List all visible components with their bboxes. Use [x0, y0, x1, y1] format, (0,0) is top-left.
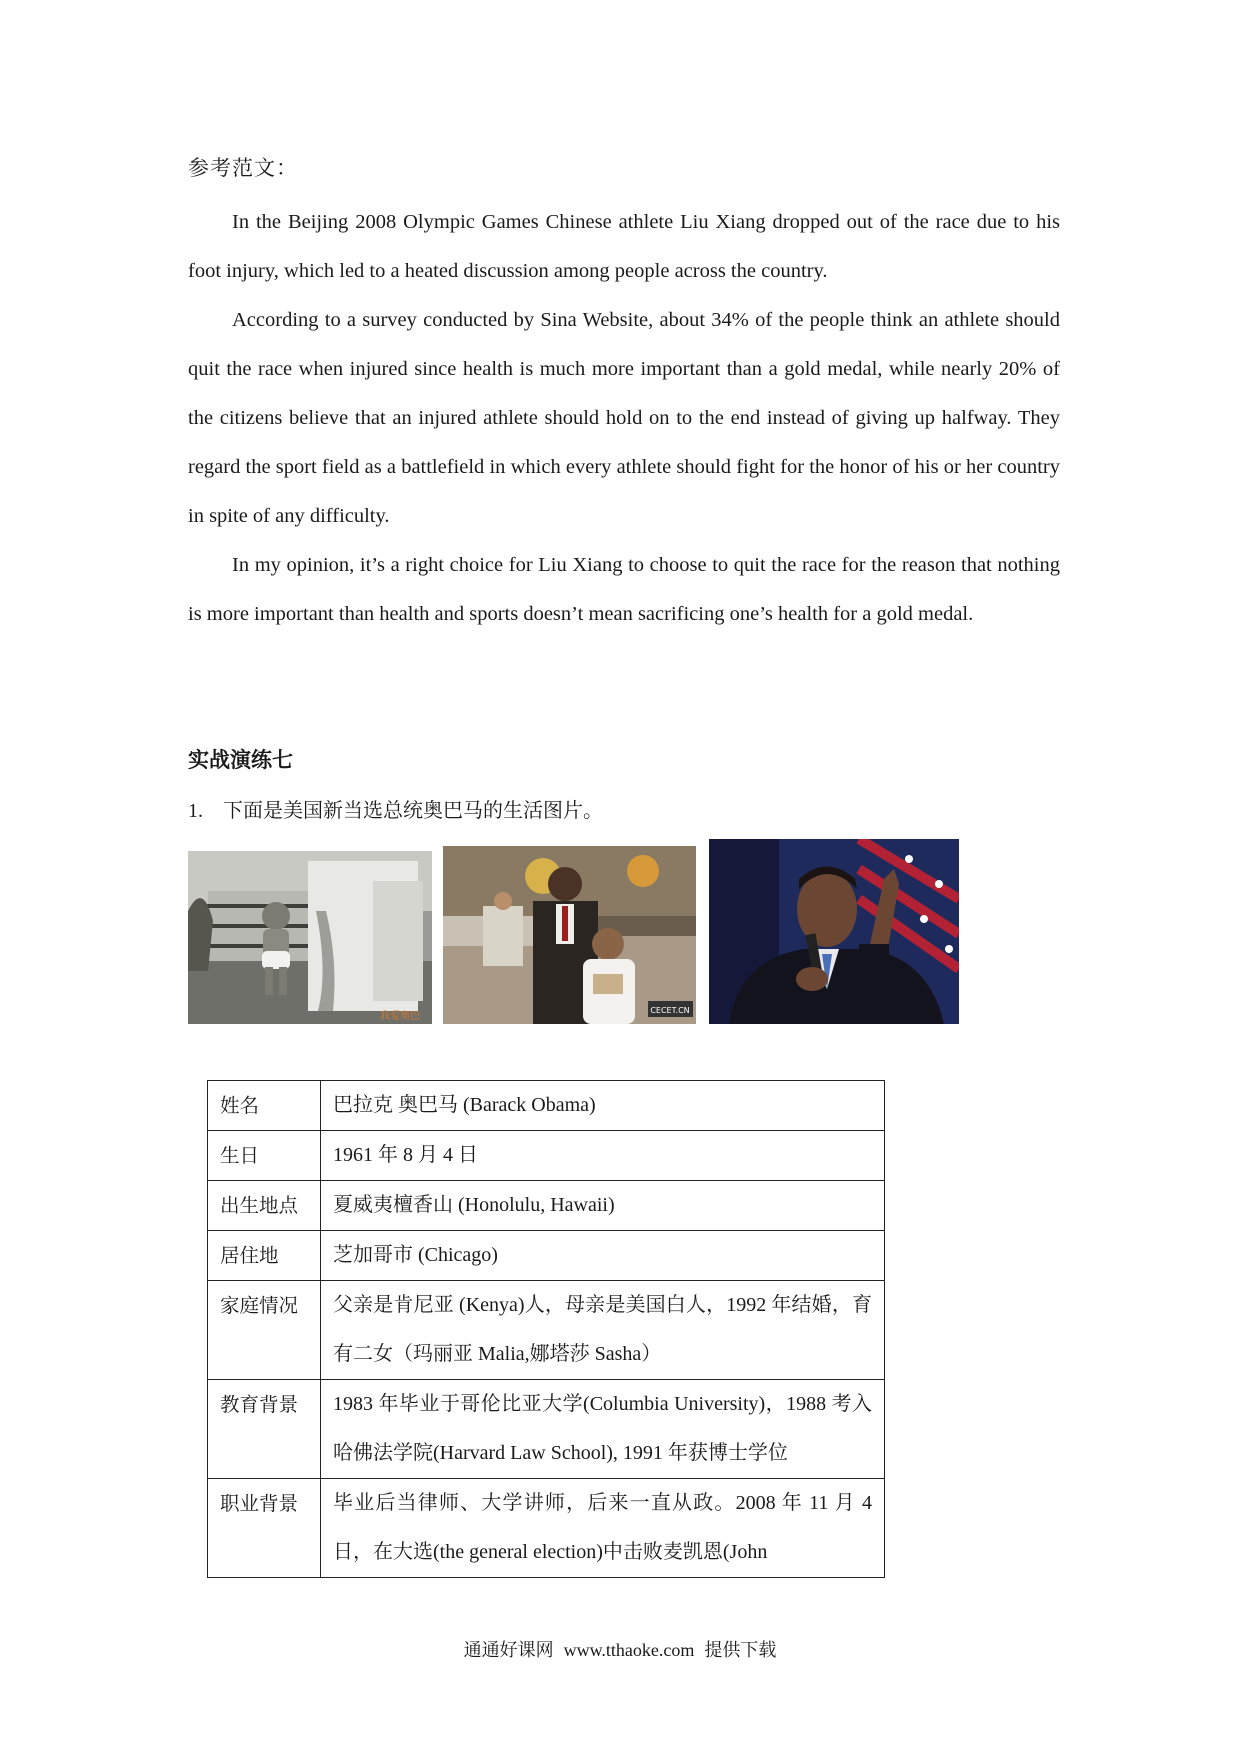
row-label-residence: 居住地: [208, 1231, 321, 1281]
table-row: [208, 1380, 885, 1479]
photo-with-father: [443, 846, 696, 1024]
question-text: 下面是美国新当选总统奥巴马的生活图片。: [223, 798, 603, 822]
row-label-education: 教育背景: [208, 1380, 321, 1479]
photo-watermark-2: CECET.CN: [650, 1006, 690, 1015]
table-row: [208, 1081, 885, 1131]
footer-download: 提供下载: [704, 1640, 777, 1661]
table-row: [208, 1131, 885, 1181]
obama-info-table: [207, 1080, 885, 1578]
row-value-residence: 芝加哥市 (Chicago): [321, 1231, 885, 1281]
reference-essay: [188, 198, 1060, 639]
table-row: [208, 1231, 885, 1281]
essay-paragraph-3: In my opinion, it’s a right choice for Liu Xiang to choose to quit the race for the reason that nothing is more important than health and sports doesn’t mean sacrificing one’s health for a gold medal.: [188, 554, 1060, 625]
row-label-family: 家庭情况: [208, 1281, 321, 1380]
essay-paragraph-2: According to a survey conducted by Sina Website, about 34% of the people think an athlete should quit the race when injured since health is much more important than a gold medal, while nearly 20% of the citizens believe that an injured athlete should hold on to the end instead of giving up halfway. They regard the sport field as a battlefield in which every athlete should fight for the honor of his or her country in spite of any difficulty.: [188, 309, 1060, 527]
row-value-birthplace: 夏威夷檀香山 (Honolulu, Hawaii): [321, 1181, 885, 1231]
question-number: 1.: [188, 800, 203, 822]
row-label-birthplace: 出生地点: [208, 1181, 321, 1231]
row-value-birthday: 1961 年 8 月 4 日: [321, 1131, 885, 1181]
section-title: 实战演练七: [188, 748, 293, 772]
row-value-career: 毕业后当律师、大学讲师，后来一直从政。2008 年 11 月 4 日，在大选(the general election)中击败麦凯恩(John: [321, 1479, 885, 1578]
table-row: [208, 1181, 885, 1231]
row-value-name: 巴拉克 奥巴马 (Barack Obama): [321, 1081, 885, 1131]
table-row: [208, 1479, 885, 1578]
row-label-career: 职业背景: [208, 1479, 321, 1578]
photo-campaign-speech: [709, 839, 959, 1024]
row-value-education: 1983 年毕业于哥伦比亚大学(Columbia University)，1988 考入哈佛法学院(Harvard Law School), 1991 年获博士学位: [321, 1380, 885, 1479]
row-label-name: 姓名: [208, 1081, 321, 1131]
question-1: [188, 794, 603, 823]
row-value-family: 父亲是肯尼亚 (Kenya)人，母亲是美国白人，1992 年结婚，育有二女（玛丽亚 Malia,娜塔莎 Sasha）: [321, 1281, 885, 1380]
table-row: [208, 1281, 885, 1380]
reference-heading: 参考范文：: [188, 156, 298, 180]
photo-watermark-1: 我爱奥巴: [380, 1011, 420, 1022]
footer-site-name: 通通好课网: [463, 1640, 554, 1661]
essay-paragraph-1: In the Beijing 2008 Olympic Games Chinese athlete Liu Xiang dropped out of the race due to his foot injury, which led to a heated discussion among people across the country.: [188, 211, 1060, 282]
row-label-birthday: 生日: [208, 1131, 321, 1181]
page-footer: [0, 1636, 1240, 1662]
footer-url: www.tthaoke.com: [563, 1640, 695, 1660]
photo-childhood: [188, 851, 432, 1024]
